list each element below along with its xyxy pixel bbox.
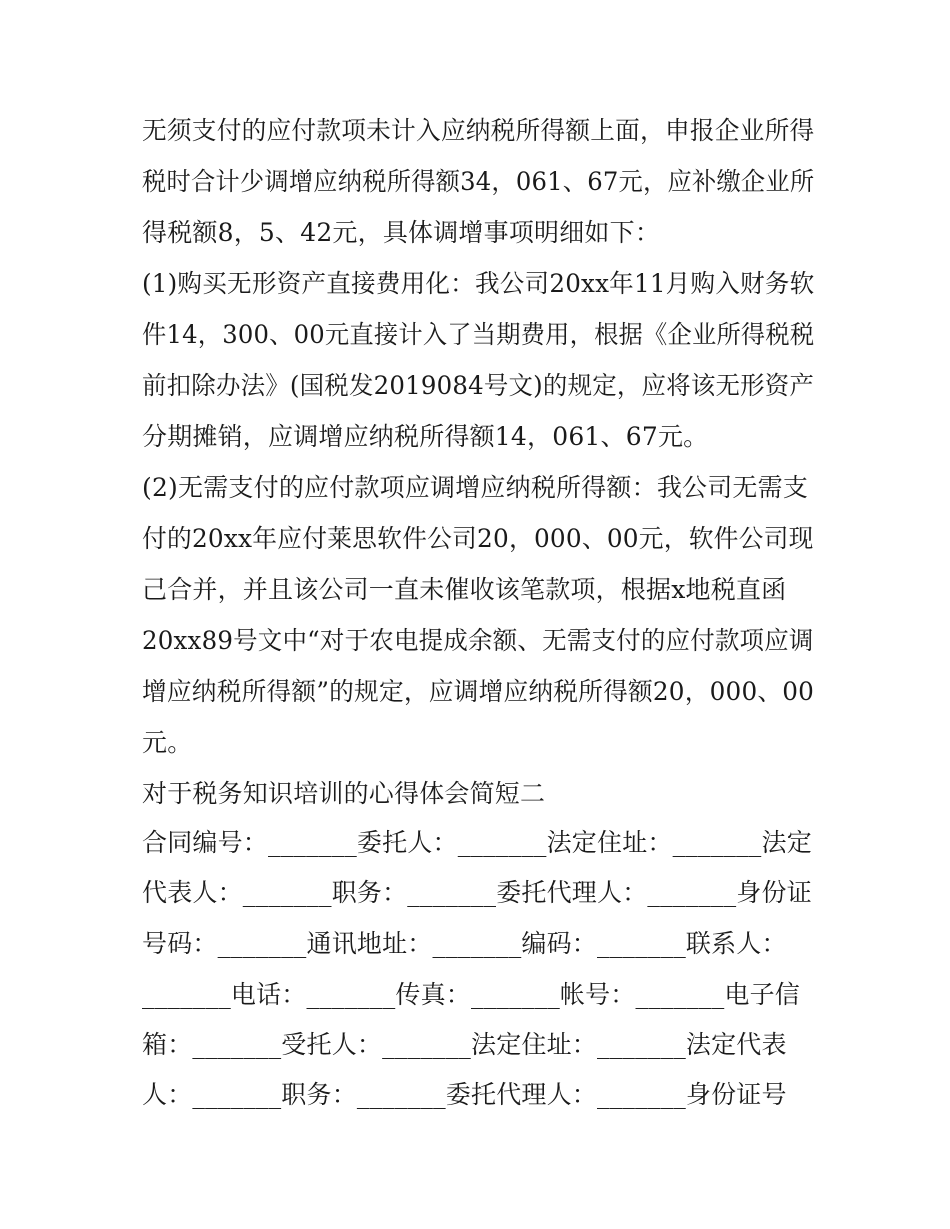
paragraph-line: 增应纳税所得额”的规定，应调增应纳税所得额20，000、00 (142, 677, 815, 706)
paragraph-line: 前扣除办法》(国税发2019084号文)的规定，应将该无形资产 (142, 371, 815, 400)
paragraph-line: 20xx89号文中“对于农电提成余额、无需支付的应付款项应调 (142, 626, 814, 655)
form-line: 代表人：_______职务：_______委托代理人：_______身份证 (142, 878, 812, 907)
form-line: 人：_______职务：_______委托代理人：_______身份证号 (142, 1080, 787, 1109)
paragraph-line: 己合并，并且该公司一直未催收该笔款项，根据x地税直函 (142, 575, 787, 604)
paragraph-line: 得税额8，5、42元，具体调增事项明细如下： (142, 218, 661, 247)
form-line: 号码：_______通讯地址：_______编码：_______联系人： (142, 929, 787, 958)
paragraph-line: (1)购买无形资产直接费用化：我公司20xx年11月购入财务软 (142, 269, 815, 298)
paragraph-line: 无须支付的应付款项未计入应纳税所得额上面，申报企业所得 (142, 116, 815, 145)
form-line: 合同编号：_______委托人：_______法定住址：_______法定 (142, 828, 812, 857)
form-line: 箱：_______受托人：_______法定住址：_______法定代表 (142, 1030, 787, 1059)
paragraph-line: 付的20xx年应付莱思软件公司20，000、00元，软件公司现 (142, 524, 814, 553)
paragraph-line: 分期摊销，应调增应纳税所得额14，061、67元。 (142, 422, 709, 451)
paragraph-line: (2)无需支付的应付款项应调增应纳税所得额：我公司无需支 (142, 473, 809, 502)
paragraph-line: 件14，300、00元直接计入了当期费用，根据《企业所得税税 (142, 320, 815, 349)
paragraph-line: 元。 (142, 728, 193, 757)
section-heading: 对于税务知识培训的心得体会简短二 (142, 779, 546, 808)
form-line: _______电话：_______传真：_______帐号：_______电子信 (142, 980, 801, 1009)
paragraph-line: 税时合计少调增应纳税所得额34，061、67元，应补缴企业所 (142, 167, 815, 196)
